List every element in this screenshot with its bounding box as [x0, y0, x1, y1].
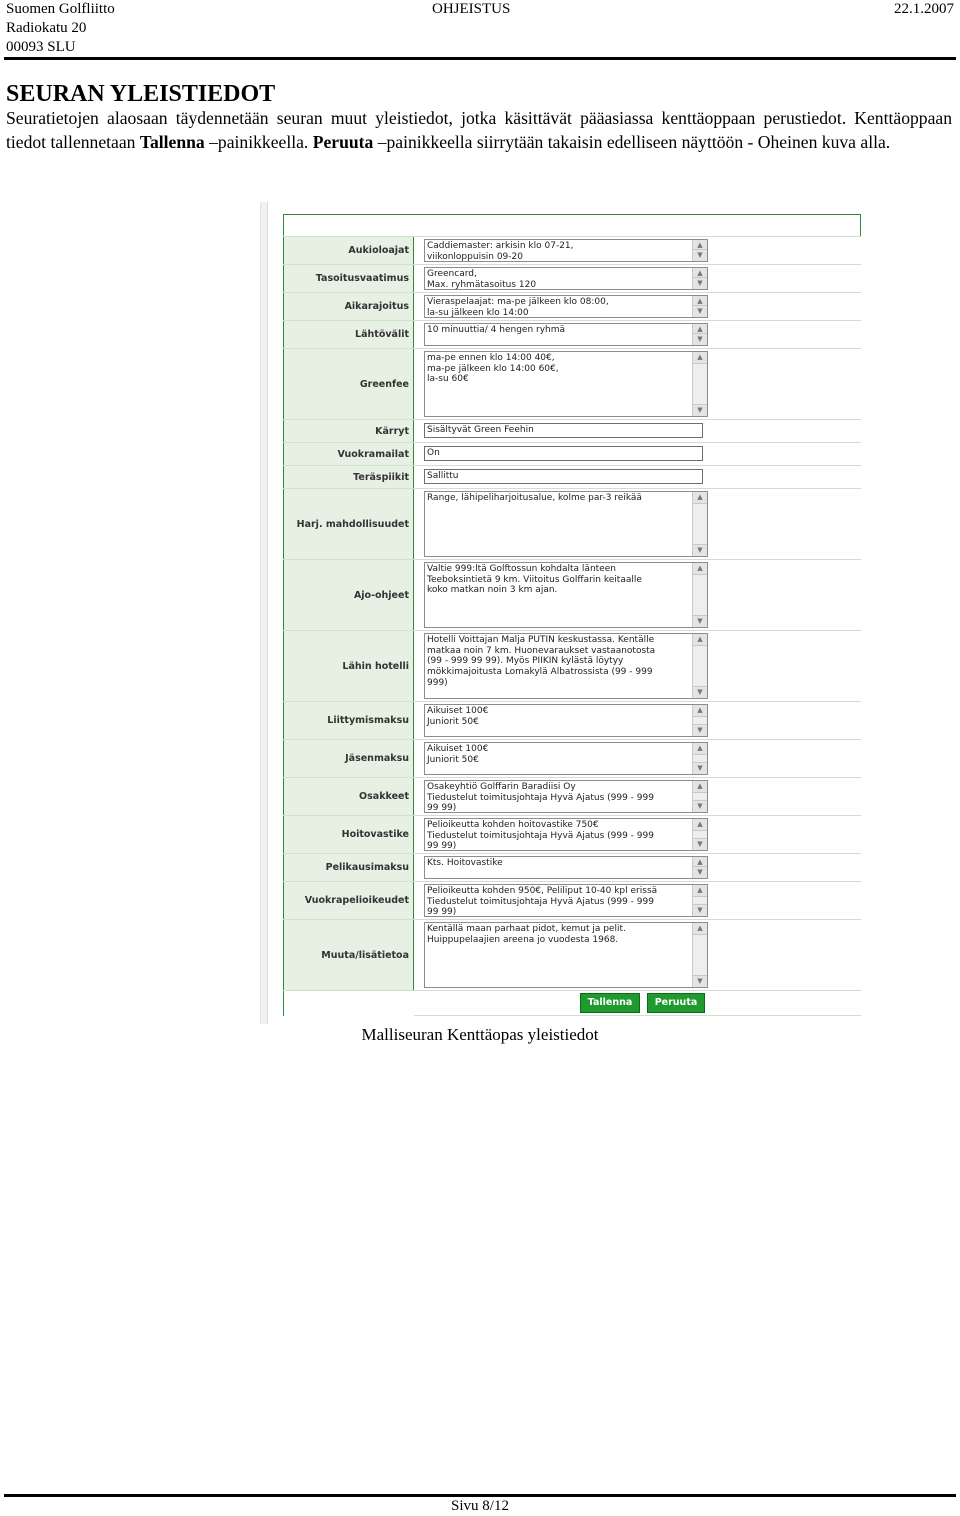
form-row: [283, 630, 861, 701]
textarea-text: Pelioikeutta kohden 950€, Peliliput 10-40 kpl erissä Tiedustelut toimitusjohtaja Hyvä Ajatus (999 - 999 99 99): [427, 886, 658, 917]
field-label: Ajo-ohjeet: [283, 560, 414, 630]
club-info-form: [283, 214, 861, 1016]
scroll-up-icon[interactable]: ▲: [693, 240, 707, 252]
form-row: [283, 292, 861, 320]
field-cell: [414, 816, 861, 853]
scroll-up-icon[interactable]: ▲: [693, 296, 707, 308]
org-street: Radiokatu 20: [6, 20, 87, 36]
field-label: Kärryt: [283, 420, 414, 442]
screenshot-figure: [80, 202, 880, 1024]
textarea-text: Osakeyhtiö Golffarin Baradiisi Oy Tiedustelut toimitusjohtaja Hyvä Ajatus (999 - 999 99 99): [427, 782, 654, 813]
intro-text-2: –painikkeella.: [204, 131, 313, 152]
scroll-up-icon[interactable]: ▲: [693, 743, 707, 755]
field-cell: [414, 702, 861, 739]
scroll-down-icon[interactable]: ▼: [693, 544, 707, 556]
scroll-up-icon[interactable]: ▲: [693, 857, 707, 869]
field-label: Osakkeet: [283, 778, 414, 815]
field-cell: [414, 778, 861, 815]
scroll-down-icon[interactable]: ▼: [693, 615, 707, 627]
scrollbar[interactable]: [692, 857, 707, 878]
form-row: [283, 465, 861, 488]
screenshot-divider: [261, 202, 268, 1024]
field-cell: [414, 740, 861, 777]
field-label: Muuta/lisätietoa: [283, 920, 414, 990]
scroll-down-icon[interactable]: ▼: [693, 762, 707, 774]
field-label: Harj. mahdollisuudet: [283, 489, 414, 559]
scroll-up-icon[interactable]: ▲: [693, 352, 707, 364]
textarea-field[interactable]: [424, 562, 708, 628]
scroll-up-icon[interactable]: ▲: [693, 819, 707, 831]
field-cell: [414, 265, 861, 292]
field-label: Aikarajoitus: [283, 293, 414, 320]
scroll-down-icon[interactable]: ▼: [693, 686, 707, 698]
form-row: [283, 701, 861, 739]
field-label: Hoitovastike: [283, 816, 414, 853]
textarea-field[interactable]: [424, 884, 708, 917]
form-row: [283, 320, 861, 348]
textarea-field[interactable]: [424, 856, 708, 879]
screenshot-left-panel: [80, 202, 261, 1024]
field-label: Greenfee: [283, 349, 414, 419]
form-top-bar: [283, 214, 861, 236]
field-label: Aukioloajat: [283, 237, 414, 264]
scrollbar[interactable]: [692, 240, 707, 261]
field-cell: [414, 920, 861, 990]
form-row: [283, 559, 861, 630]
textarea-field[interactable]: [424, 295, 708, 318]
textarea-field[interactable]: [424, 922, 708, 988]
field-cell: [414, 349, 861, 419]
form-row: [283, 777, 861, 815]
scroll-down-icon[interactable]: ▼: [693, 404, 707, 416]
document-header-org: [6, 0, 115, 57]
textarea-text: Hotelli Voittajan Malja PUTIN keskustassa. Kentälle matkaa noin 7 km. Huonevaraukset vastaanotosta (99 - 999 99 99). Myös PIIKIN kylästä löytyy mökkimajoitusta Lomakylä Albatrossista (99 - 999 999): [427, 635, 656, 688]
textarea-text: Kts. Hoitovastike: [427, 858, 503, 868]
textarea-field[interactable]: [424, 633, 708, 699]
textarea-field[interactable]: [424, 704, 708, 737]
form-row: [283, 919, 861, 990]
section-title: SEURAN YLEISTIEDOT: [6, 81, 276, 107]
scroll-up-icon[interactable]: ▲: [693, 781, 707, 793]
form-row: [283, 348, 861, 419]
scrollbar[interactable]: [692, 296, 707, 317]
scroll-down-icon[interactable]: ▼: [693, 249, 707, 261]
form-row: [283, 264, 861, 292]
field-label: Lähin hotelli: [283, 631, 414, 701]
field-cell: [414, 631, 861, 701]
scrollbar[interactable]: [692, 268, 707, 289]
textarea-field[interactable]: [424, 323, 708, 346]
field-cell: [414, 882, 861, 919]
scroll-up-icon[interactable]: ▲: [693, 923, 707, 935]
field-cell: [414, 420, 861, 442]
form-row: [283, 236, 861, 264]
textarea-text: Aikuiset 100€ Juniorit 50€: [427, 706, 489, 727]
document-date: 22.1.2007: [894, 1, 954, 17]
scroll-down-icon[interactable]: ▼: [693, 305, 707, 317]
field-label: Liittymismaksu: [283, 702, 414, 739]
scroll-up-icon[interactable]: ▲: [693, 268, 707, 280]
org-name: Suomen Golfliitto: [6, 1, 115, 17]
scroll-up-icon[interactable]: ▲: [693, 492, 707, 504]
textarea-field[interactable]: [424, 239, 708, 262]
intro-bold-cancel: Peruuta: [312, 131, 374, 152]
scrollbar[interactable]: [692, 634, 707, 698]
field-label: Vuokramailat: [283, 443, 414, 465]
figure-caption: Malliseuran Kenttäopas yleistiedot: [361, 1025, 599, 1044]
field-cell: [414, 489, 861, 559]
scroll-down-icon[interactable]: ▼: [693, 838, 707, 850]
form-row: [283, 815, 861, 853]
field-label: Tasoitusvaatimus: [283, 265, 414, 292]
field-label: Jäsenmaksu: [283, 740, 414, 777]
scroll-down-icon[interactable]: ▼: [693, 277, 707, 289]
scrollbar[interactable]: [692, 563, 707, 627]
scroll-down-icon[interactable]: ▼: [693, 904, 707, 916]
field-cell: [414, 854, 861, 881]
button-cell: [414, 991, 861, 1016]
scrollbar[interactable]: [692, 885, 707, 916]
textarea-text: Range, lähipeliharjoitusalue, kolme par-3 reikää: [427, 493, 642, 503]
cancel-button[interactable]: Peruuta: [647, 993, 705, 1013]
scroll-down-icon[interactable]: ▼: [693, 975, 707, 987]
form-row: [283, 739, 861, 777]
field-label: Vuokrapelioikeudet: [283, 882, 414, 919]
textarea-field[interactable]: [424, 780, 708, 813]
field-label: Teräspiikit: [283, 466, 414, 488]
scroll-up-icon[interactable]: ▲: [693, 885, 707, 897]
field-cell: [414, 293, 861, 320]
text-input[interactable]: On: [424, 446, 703, 461]
intro-paragraph: [6, 107, 952, 154]
textarea-field[interactable]: [424, 491, 708, 557]
text-input[interactable]: Sisältyvät Green Feehin: [424, 423, 703, 438]
field-cell: [414, 560, 861, 630]
intro-text-1: Seuratietojen alaosaan täydennetään seuran muut yleistiedot, jotka käsittävät pääasiassa kenttäoppaan perustiedot. Kenttäoppaan tiedot tallennetaan: [6, 108, 952, 152]
scrollbar[interactable]: [692, 705, 707, 736]
text-input[interactable]: Sallittu: [424, 469, 703, 484]
field-label: Pelikausimaksu: [283, 854, 414, 881]
form-row: [283, 442, 861, 465]
scroll-down-icon[interactable]: ▼: [693, 333, 707, 345]
form-row: [283, 488, 861, 559]
button-row-spacer: [283, 991, 414, 1016]
textarea-text: ma-pe ennen klo 14:00 40€, ma-pe jälkeen klo 14:00 60€, la-su 60€: [427, 353, 559, 385]
field-cell: [414, 321, 861, 348]
save-button[interactable]: Tallenna: [580, 993, 640, 1013]
textarea-field[interactable]: [424, 351, 708, 417]
scroll-down-icon[interactable]: ▼: [693, 800, 707, 812]
form-row: [283, 881, 861, 919]
org-postal: 00093 SLU: [6, 39, 76, 55]
document-type: OHJEISTUS: [432, 1, 511, 17]
scroll-up-icon[interactable]: ▲: [693, 705, 707, 717]
scroll-up-icon[interactable]: ▲: [693, 634, 707, 646]
textarea-text: Greencard, Max. ryhmätasoitus 120: [427, 269, 537, 290]
textarea-text: Kentällä maan parhaat pidot, kemut ja pelit. Huippupelaajien areena jo vuodesta 1968.: [427, 924, 626, 945]
field-cell: [414, 443, 861, 465]
scroll-down-icon[interactable]: ▼: [693, 724, 707, 736]
field-label: Lähtövälit: [283, 321, 414, 348]
field-cell: [414, 466, 861, 488]
scroll-down-icon[interactable]: ▼: [693, 866, 707, 878]
scrollbar[interactable]: [692, 492, 707, 556]
scrollbar[interactable]: [692, 819, 707, 850]
scrollbar[interactable]: [692, 324, 707, 345]
header-rule: [4, 57, 956, 60]
field-cell: [414, 237, 861, 264]
scrollbar[interactable]: [692, 352, 707, 416]
textarea-text: Pelioikeutta kohden hoitovastike 750€ Tiedustelut toimitusjohtaja Hyvä Ajatus (999 - 999 99 99): [427, 820, 654, 851]
textarea-field[interactable]: [424, 742, 708, 775]
textarea-text: Aikuiset 100€ Juniorit 50€: [427, 744, 489, 765]
form-row: [283, 853, 861, 881]
textarea-text: Caddiemaster: arkisin klo 07-21, viikonloppuisin 09-20: [427, 241, 574, 262]
scrollbar[interactable]: [692, 743, 707, 774]
textarea-text: 10 minuuttia/ 4 hengen ryhmä: [427, 325, 566, 335]
textarea-text: Valtie 999:ltä Golftossun kohdalta länteen Teeboksintietä 9 km. Viitoitus Golffarin keitaalle koko matkan noin 3 km ajan.: [427, 564, 642, 596]
textarea-field[interactable]: [424, 267, 708, 290]
scrollbar[interactable]: [692, 781, 707, 812]
intro-text-3: –painikkeella siirrytään takaisin edelliseen näyttöön - Oheinen kuva alla.: [373, 131, 891, 152]
intro-bold-save: Tallenna: [139, 131, 205, 152]
textarea-text: Vieraspelaajat: ma-pe jälkeen klo 08:00, la-su jälkeen klo 14:00: [427, 297, 609, 318]
scroll-up-icon[interactable]: ▲: [693, 324, 707, 336]
scrollbar[interactable]: [692, 923, 707, 987]
page-number: Sivu 8/12: [451, 1498, 509, 1514]
form-row: [283, 419, 861, 442]
textarea-field[interactable]: [424, 818, 708, 851]
scroll-up-icon[interactable]: ▲: [693, 563, 707, 575]
form-button-row: [283, 990, 861, 1016]
